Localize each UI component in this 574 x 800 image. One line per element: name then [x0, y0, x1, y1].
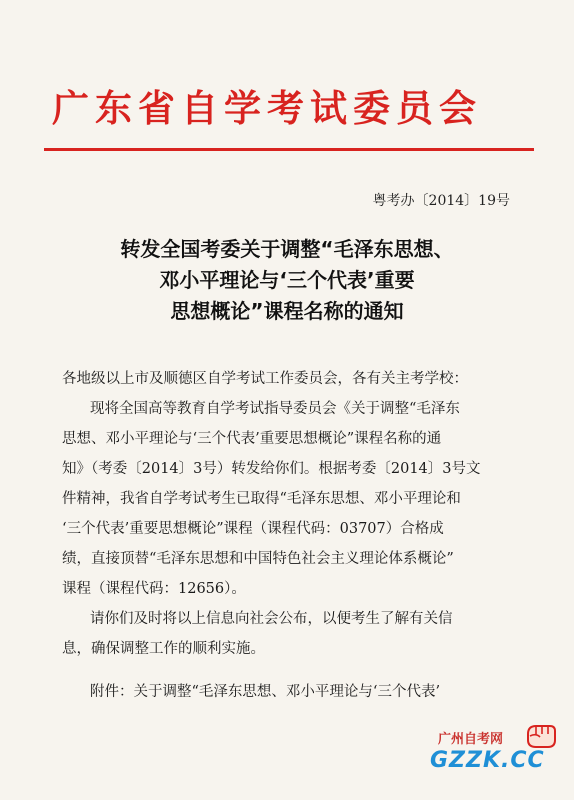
paragraph-line: 件精神，我省自学考试考生已取得“毛泽东思想、邓小平理论和	[62, 491, 461, 507]
organization-header: 广东省自学考试委员会	[52, 86, 482, 130]
fist-icon	[524, 720, 558, 750]
header-red-rule	[44, 148, 534, 151]
watermark-site-name: 广州自考网	[438, 732, 504, 747]
watermark-url: GZZK.CC	[430, 748, 545, 773]
paragraph-line: 课程（课程代码：12656）。	[62, 581, 246, 597]
title-line: 邓小平理论与‘三个代表’重要	[159, 268, 415, 292]
attachment-line: 附件：关于调整“毛泽东思想、邓小平理论与‘三个代表’	[90, 684, 441, 700]
site-watermark	[428, 726, 558, 786]
title-line: 转发全国考委关于调整“毛泽东思想、	[120, 237, 454, 261]
paragraph-line: 请你们及时将以上信息向社会公布，以便考生了解有关信	[90, 611, 453, 627]
salutation: 各地级以上市及顺德区自学考试工作委员会，各有关主考学校：	[62, 371, 468, 387]
paragraph-line: 绩，直接顶替“毛泽东思想和中国特色社会主义理论体系概论”	[62, 551, 454, 567]
paragraph-line: ‘三个代表’重要思想概论”课程（课程代码：03707）合格成	[62, 521, 444, 537]
paragraph-line: 思想、邓小平理论与‘三个代表’重要思想概论”课程名称的通	[62, 431, 442, 447]
notice-title	[60, 234, 514, 327]
document-number: 粤考办〔2014〕19号	[372, 193, 510, 209]
paragraph-line: 息，确保调整工作的顺利实施。	[62, 641, 265, 657]
notice-body	[62, 364, 514, 664]
title-line: 思想概论”课程名称的通知	[170, 299, 404, 323]
paragraph-line: 现将全国高等教育自学考试指导委员会《关于调整“毛泽东	[90, 401, 460, 417]
paragraph-line: 知》（考委〔2014〕3号）转发给你们。根据考委〔2014〕3号文	[62, 461, 481, 477]
